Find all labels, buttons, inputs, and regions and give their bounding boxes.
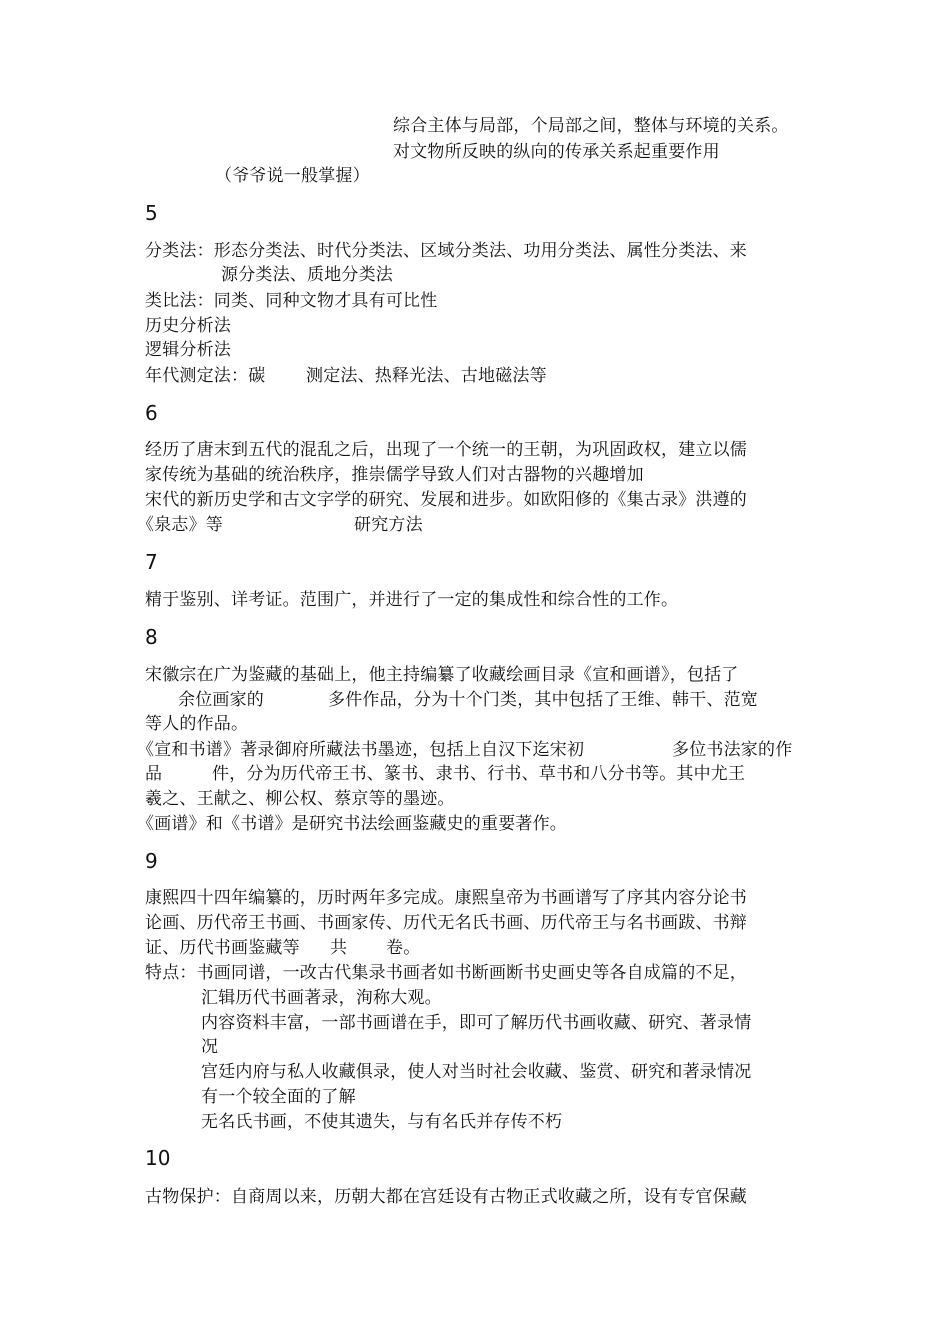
text-line: 卷。 <box>386 938 421 958</box>
text-line: 证、历代书画鉴藏等 <box>145 938 300 958</box>
text-line: 汇辑历代书画著录，洵称大观。 <box>201 988 442 1008</box>
text-line: 分类法：形态分类法、时代分类法、区域分类法、功用分类法、属性分类法、来 <box>145 241 747 261</box>
text-line: 《画谱》和《书谱》是研究书法绘画鉴藏史的重要著作。 <box>137 814 567 834</box>
text-line: 对文物所反映的纵向的传承关系起重要作用 <box>393 142 720 162</box>
text-line: 多位书法家的作 <box>672 740 793 760</box>
text-line: 研究方法 <box>354 515 423 535</box>
text-line: 内容资料丰富，一部书画谱在手，即可了解历代书画收藏、研究、著录情 <box>201 1013 752 1033</box>
text-line: 康熙四十四年编纂的，历时两年多完成。康熙皇帝为书画谱写了序其内容分论书 <box>145 888 747 908</box>
text-line: 《泉志》等 <box>137 515 223 535</box>
text-line: 况 <box>201 1037 219 1057</box>
text-line: 等人的作品。 <box>145 714 249 734</box>
text-line: 特点：书画同谱，一改古代集录书画者如书断画断书史画史等各自成篇的不足， <box>145 963 747 983</box>
text-line: 论画、历代帝王书画、书画家传、历代无名氏书画、历代帝王与名书画跋、书辩 <box>145 913 747 933</box>
text-line: 多件作品，分为十个门类，其中包括了王维、韩干、范宽 <box>328 690 758 710</box>
text-line: 件，分为历代帝王书、篆书、隶书、行书、草书和八分书等。其中尤王 <box>212 764 746 784</box>
text-line: 历史分析法 <box>145 316 231 336</box>
section-number: 10 <box>145 1146 171 1170</box>
text-line: 宋代的新历史学和古文字学的研究、发展和进步。如欧阳修的《集古录》洪遵的 <box>145 490 747 510</box>
section-number: 7 <box>145 550 158 574</box>
text-line: 类比法：同类、同种文物才具有可比性 <box>145 291 438 311</box>
text-line: 共 <box>330 938 348 958</box>
text-line: 余位画家的 <box>178 690 264 710</box>
text-line: 无名氏书画，不使其遗失，与有名氏并存传不朽 <box>201 1112 563 1132</box>
text-line: 宋徽宗在广为鉴藏的基础上，他主持编纂了收藏绘画目录《宣和画谱》，包括了 <box>145 665 739 685</box>
text-line: 逻辑分析法 <box>145 340 231 360</box>
text-line: （爷爷说一般掌握） <box>215 166 370 186</box>
text-line: 有一个较全面的了解 <box>201 1087 356 1107</box>
section-number: 6 <box>145 401 158 425</box>
section-number: 5 <box>145 201 158 225</box>
text-line: 宫廷内府与私人收藏俱录，使人对当时社会收藏、鉴赏、研究和著录情况 <box>201 1062 752 1082</box>
text-line: 《宣和书谱》著录御府所藏法书墨迹，包括上自汉下迄宋初 <box>137 740 585 760</box>
text-line: 测定法、热释光法、古地磁法等 <box>306 366 547 386</box>
section-number: 9 <box>145 849 158 873</box>
text-line: 精于鉴别、详考证。范围广，并进行了一定的集成性和综合性的工作。 <box>145 590 679 610</box>
text-line: 古物保护：自商周以来，历朝大都在宫廷设有古物正式收藏之所，设有专官保藏 <box>145 1187 747 1207</box>
text-line: 品 <box>145 764 163 784</box>
text-line: 源分类法、质地分类法 <box>221 265 393 285</box>
text-line: 家传统为基础的统治秩序，推崇儒学导致人们对古器物的兴趣增加 <box>145 465 644 485</box>
text-line: 年代测定法：碳 <box>145 366 266 386</box>
text-line: 综合主体与局部，个局部之间，整体与环境的关系。 <box>393 116 789 136</box>
text-line: 羲之、王献之、柳公权、蔡京等的墨迹。 <box>145 789 455 809</box>
text-line: 经历了唐末到五代的混乱之后，出现了一个统一的王朝，为巩固政权，建立以儒 <box>145 440 747 460</box>
section-number: 8 <box>145 625 158 649</box>
